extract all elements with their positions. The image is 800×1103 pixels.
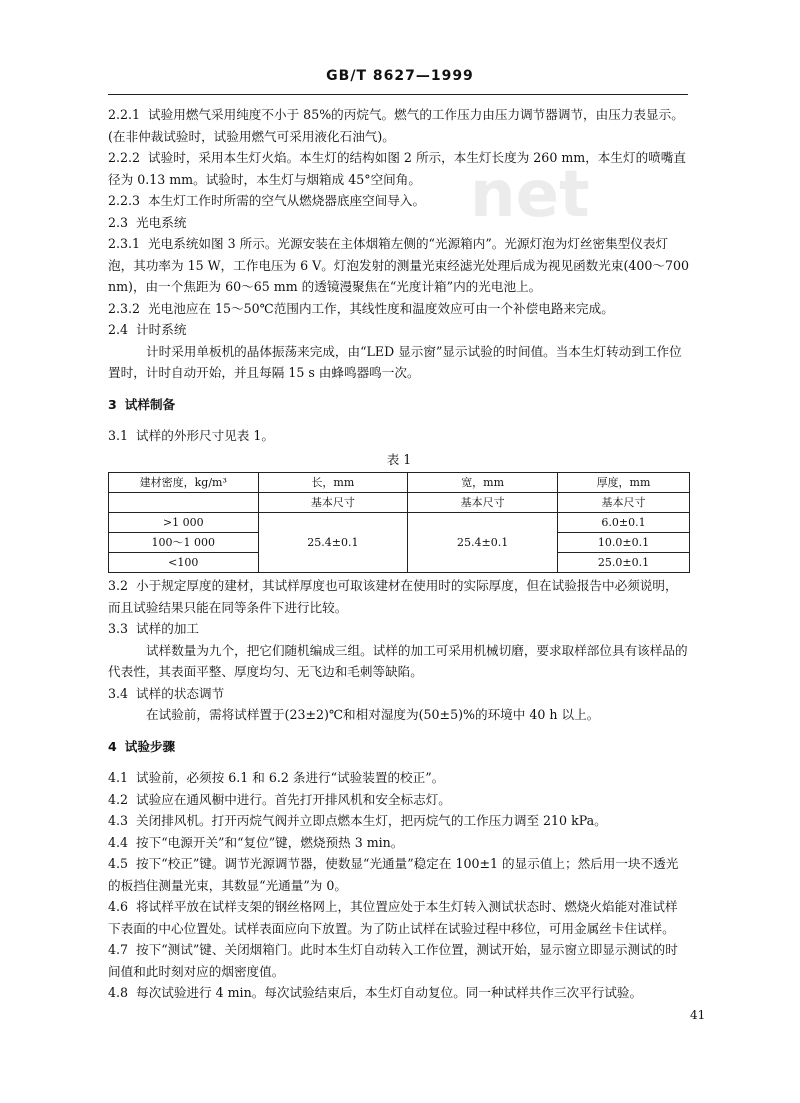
clause-text: 试验前，必须按 6.1 和 6.2 条进行“试验装置的校正”。: [136, 770, 445, 785]
clause-text: 按下“电源开关”和“复位”键，燃烧预热 3 min。: [136, 834, 404, 850]
page-number: 41: [690, 1008, 706, 1022]
clause-number: 4.5: [108, 856, 129, 871]
paragraph: [108, 319, 690, 341]
paragraph: [108, 341, 690, 384]
paragraph: [108, 190, 690, 212]
paragraph: [108, 212, 690, 234]
paragraph: [108, 233, 690, 298]
clause-number: 3: [108, 396, 117, 412]
clause-number: 3.4: [108, 685, 129, 701]
paragraph: [108, 767, 690, 789]
paragraph: [108, 853, 690, 896]
clause-number: 2.2.3: [108, 193, 141, 208]
subheader-length: 基本尺寸: [258, 493, 408, 513]
clause-text: 试样数量为九个，把它们随机编成三组。试样的加工可采用机械切磨，要求取样部位具有该样品的代表性，其表面平整、厚度均匀、无飞边和毛刺等缺陷。: [108, 642, 688, 679]
section-group-2: [108, 575, 690, 1004]
clause-text: 试验应在通风橱中进行。首先打开排风机和安全标志灯。: [136, 791, 451, 807]
clause-text: 关闭排风机。打开丙烷气阀并立即点燃本生灯，把丙烷气的工作压力调至 210 kPa。: [136, 813, 607, 828]
thickness-cell: 6.0±0.1: [558, 513, 690, 533]
density-cell: >1 000: [109, 513, 259, 533]
header-length: 长，mm: [258, 473, 408, 493]
subheader-width: 基本尺寸: [408, 493, 558, 513]
clause-text: 试样的状态调节: [136, 685, 225, 701]
header-width: 宽，mm: [408, 473, 558, 493]
section-heading: [108, 736, 690, 758]
paragraph: [108, 147, 690, 190]
clause-number: 2.3.2: [108, 300, 141, 316]
section-gap: [108, 726, 690, 736]
width-cell: 25.4±0.1: [408, 513, 558, 573]
clause-text: 按下“校正”键。调节光源调节器，使数显“光通量”稳定在 100±1 的显示值上；然后用一块不透光的板挡住测量光束，其数显“光通量”为 0。: [108, 856, 679, 893]
section-gap: [108, 415, 690, 425]
watermark: net: [470, 158, 590, 232]
clause-text: 试验用燃气采用纯度不小于 85%的丙烷气。燃气的工作压力由压力调节器调节，由压力表显示。(在非仲裁试验时，试验用燃气可采用液化石油气)。: [108, 107, 684, 144]
clause-text: 光电池应在 15～50℃范围内工作，其线性度和温度效应可由一个补偿电路来完成。: [148, 300, 614, 316]
paragraph: [108, 618, 690, 640]
paragraph: [108, 298, 690, 320]
clause-text: 将试样平放在试样支架的钢丝格网上，其位置应处于本生灯转入测试状态时、燃烧火焰能对准试样下表面的中心位置处。试样表面应向下放置。为了防止试样在试验过程中移位，可用金属丝卡住试样。: [108, 899, 678, 936]
table-caption: 表 1: [386, 451, 412, 467]
clause-number: 2.3.1: [108, 236, 141, 251]
header-thickness: 厚度，mm: [558, 473, 690, 493]
clause-number: 2.2.2: [108, 150, 141, 165]
clause-text: 计时采用单板机的晶体振荡来完成，由“LED 显示窗”显示试验的时间值。当本生灯转动到工作位置时，计时自动开始，并且每隔 15 s 由蜂鸣器鸣一次。: [108, 343, 682, 380]
clause-number: 2.4: [108, 322, 129, 337]
section-group-1: [108, 104, 690, 447]
paragraph: [108, 425, 690, 447]
density-cell: <100: [109, 553, 259, 573]
clause-number: 3.1: [108, 428, 129, 443]
clause-number: 3.3: [108, 621, 129, 636]
paragraph: [108, 683, 690, 705]
header-rule: [108, 94, 688, 95]
clause-number: 3.2: [108, 578, 129, 593]
specimen-size-table: [108, 472, 690, 573]
section-gap: [108, 384, 690, 394]
clause-text: 试样的加工: [136, 621, 199, 636]
density-cell: 100～1 000: [109, 533, 259, 553]
section-gap: [108, 757, 690, 767]
paragraph: [108, 575, 690, 618]
clause-number: 4.8: [108, 985, 129, 1000]
clause-text: 试样的外形尺寸见表 1。: [136, 428, 274, 443]
clause-text: 试验时，采用本生灯火焰。本生灯的结构如图 2 所示，本生灯长度为 260 mm，本生灯的喷嘴直径为 0.13 mm。试验时，本生灯与烟箱成 45°空间角。: [108, 150, 686, 187]
clause-number: 4.6: [108, 899, 129, 914]
paragraph: [108, 896, 690, 939]
clause-text: 光电系统如图 3 所示。光源安装在主体烟箱左侧的“光源箱内”。光源灯泡为灯丝密集型仪表灯泡，其功率为 15 W，工作电压为 6 V。灯泡发射的测量光束经滤光处理后成为视见函数光束(400～700 nm)，由一个焦距为 60～65 mm 的透镜漫聚焦在“光度计箱”内的光电池上。: [108, 236, 690, 294]
clause-text: 光电系统: [136, 214, 187, 230]
clause-text: 在试验前，需将试样置于(23±2)℃和相对湿度为(50±5)%的环境中 40 h 以上。: [146, 707, 600, 722]
paragraph: [108, 104, 690, 147]
clause-number: 4.4: [108, 834, 129, 850]
subheader-density: [109, 493, 259, 513]
clause-text: 小于规定厚度的建材，其试样厚度也可取该建材在使用时的实际厚度，但在试验报告中必须说明，而且试验结果只能在同等条件下进行比较。: [108, 578, 678, 615]
paragraph: [108, 810, 690, 832]
clause-number: 2.2.1: [108, 107, 141, 122]
clause-number: 4.3: [108, 813, 129, 828]
document-body: [108, 104, 690, 1004]
header-density: 建材密度，kg/m³: [109, 473, 259, 493]
paragraph: [108, 789, 690, 811]
paragraph: [108, 939, 690, 982]
section-heading: [108, 394, 690, 416]
paragraph: [108, 982, 690, 1004]
paragraph: [108, 704, 690, 726]
clause-text: 试验步骤: [124, 738, 176, 754]
page-header: GB/T 8627—1999: [326, 68, 474, 84]
clause-text: 每次试验进行 4 min。每次试验结束后，本生灯自动复位。同一种试样共作三次平行试验。: [136, 985, 643, 1000]
thickness-cell: 10.0±0.1: [558, 533, 690, 553]
clause-number: 4.1: [108, 770, 129, 785]
thickness-cell: 25.0±0.1: [558, 553, 690, 573]
subheader-thickness: 基本尺寸: [558, 493, 690, 513]
clause-number: 4.2: [108, 791, 129, 807]
paragraph: [108, 832, 690, 854]
clause-number: 4: [108, 738, 117, 754]
length-cell: 25.4±0.1: [258, 513, 408, 573]
clause-text: 按下“测试”键、关闭烟箱门。此时本生灯自动转入工作位置，测试开始，显示窗立即显示测试的时间值和此时刻对应的烟密度值。: [108, 942, 678, 979]
clause-number: 4.7: [108, 942, 129, 957]
paragraph: [108, 640, 690, 683]
clause-number: 2.3: [108, 214, 129, 230]
clause-text: 试样制备: [124, 396, 176, 412]
clause-text: 本生灯工作时所需的空气从燃烧器底座空间导入。: [148, 193, 426, 208]
clause-text: 计时系统: [136, 322, 187, 337]
